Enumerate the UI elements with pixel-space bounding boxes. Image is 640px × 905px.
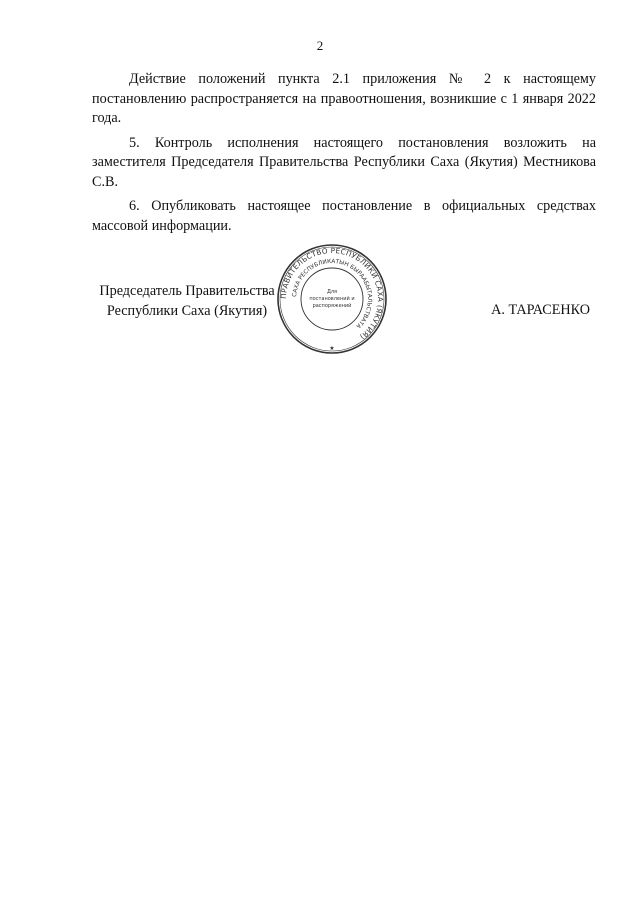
seal-star-icon: ★ xyxy=(329,346,335,352)
document-body xyxy=(92,70,596,241)
seal-center-line3: распоряжений xyxy=(312,303,352,309)
seal-center-line2: постановлений и xyxy=(309,296,355,302)
signatory-title-line2: Республики Саха (Якутия) xyxy=(106,302,268,319)
seal-outer-text: ПРАВИТЕЛЬСТВО РЕСПУБЛИКИ САХА (ЯКУТИЯ) xyxy=(278,245,386,342)
seal-graphic xyxy=(276,243,388,355)
seal-center-line1: Для xyxy=(326,289,338,295)
page-number: 2 xyxy=(316,38,324,53)
signatory-title xyxy=(92,282,282,321)
signatory-name: А. ТАРАСЕНКО xyxy=(491,302,590,318)
paragraph-applicability: Действие положений пункта 2.1 приложения № 2 к настоящему постановлению распространяется на правоотношения, возникшие с 1 января 2022 года. xyxy=(92,71,596,126)
official-seal xyxy=(276,243,388,355)
paragraph-5-control: 5. Контроль исполнения настоящего постановления возложить на заместителя Председателя Правительства Республики Саха (Якутия) Местникова С.В. xyxy=(92,134,596,190)
paragraph-6-publish: 6. Опубликовать настоящее постановление в официальных средствах массовой информации. xyxy=(92,198,596,234)
signatory-title-line1: Председатель Правительства xyxy=(99,283,275,299)
seal-inner-text: САХА РЕСПУБЛИКАТЫН БЫРААБЫТАЛЬСТВАТА xyxy=(292,258,373,329)
